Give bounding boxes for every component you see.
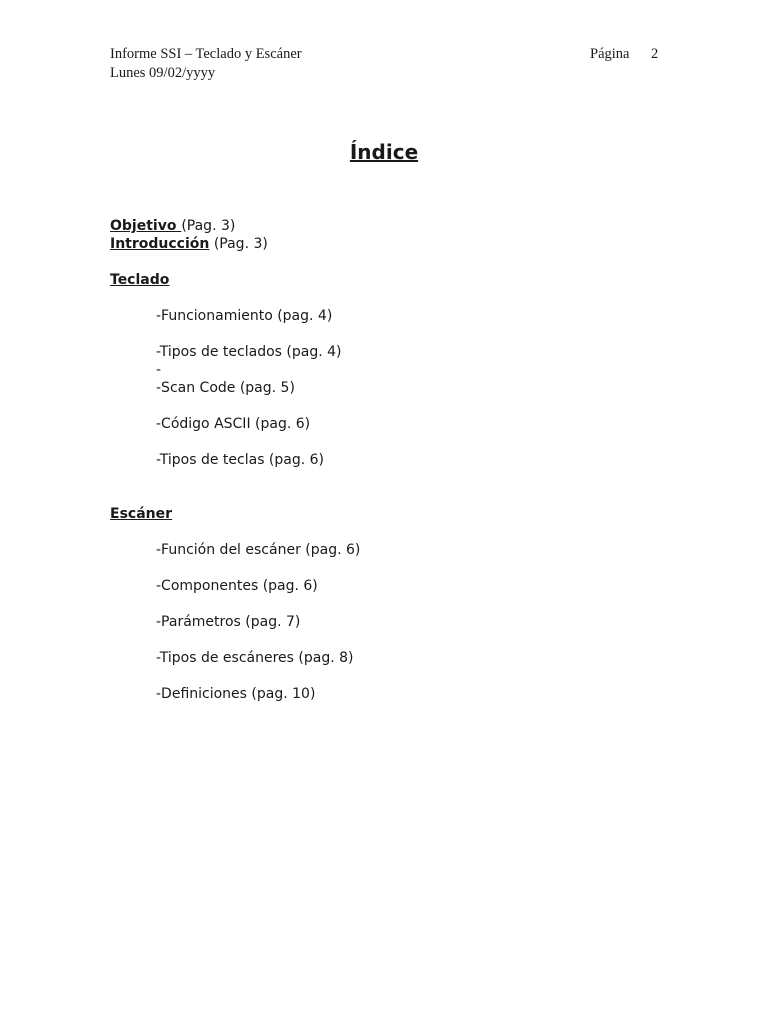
- toc-item: -Código ASCII (pag. 6): [156, 416, 311, 432]
- document-header-date: Lunes 09/02/yyyy: [110, 65, 216, 81]
- toc-item: -: [156, 362, 162, 378]
- toc-item: -Parámetros (pag. 7): [156, 614, 301, 630]
- section-heading-escaner: Escáner: [110, 506, 173, 522]
- toc-item: -Tipos de escáneres (pag. 8): [156, 650, 354, 666]
- toc-item: -Función del escáner (pag. 6): [156, 542, 361, 558]
- toc-item: -Tipos de teclas (pag. 6): [156, 452, 325, 468]
- toc-item: -Funcionamiento (pag. 4): [156, 308, 333, 324]
- toc-item: -Tipos de teclados (pag. 4): [156, 344, 342, 360]
- section-heading-teclado: Teclado: [110, 272, 170, 288]
- page-label: Página: [590, 46, 630, 62]
- toc-entry-objetivo: [110, 217, 235, 235]
- toc-entry-page: (Pag. 3): [181, 218, 236, 234]
- toc-item: -Definiciones (pag. 10): [156, 686, 316, 702]
- toc-entry-introduccion: [110, 235, 268, 253]
- index-title: Índice: [349, 140, 419, 164]
- toc-item: -Scan Code (pag. 5): [156, 380, 295, 396]
- toc-item: -Componentes (pag. 6): [156, 578, 318, 594]
- toc-entry-label: Objetivo: [110, 218, 182, 234]
- toc-entry-page: (Pag. 3): [213, 236, 268, 252]
- toc-entry-label: Introducción: [110, 236, 210, 252]
- page-number: 2: [651, 46, 659, 62]
- document-header-title: Informe SSI – Teclado y Escáner: [110, 46, 302, 62]
